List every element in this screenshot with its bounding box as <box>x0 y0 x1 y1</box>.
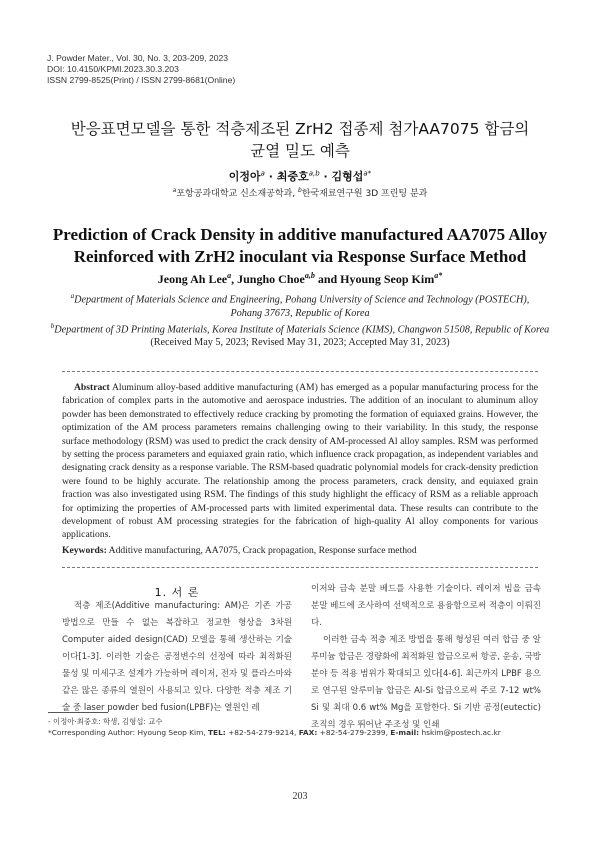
english-author1: Jeong Ah Lee <box>157 272 228 286</box>
footnotes <box>48 716 568 738</box>
korean-title <box>40 118 560 162</box>
korean-title-line1: 반응표면모델을 통한 적층제조된 ZrH2 접종제 첨가AA7075 합금의 <box>70 120 530 138</box>
page-number: 203 <box>292 791 308 802</box>
journal-citation: J. Powder Mater., Vol. 30, No. 3, 203-209, 2023 <box>47 53 229 63</box>
korean-author-sep2: · <box>319 170 332 183</box>
english-affil-a-line2: Pohang 37673, Republic of Korea <box>230 307 370 319</box>
tel-label: TEL: <box>207 728 226 737</box>
footnote-corresponding-author: *Corresponding Author: Hyoung Seop Kim, TEL: +82-54-279-9214, FAX: +82-54-279-2399, E-mail: hskim@postech.ac.kr <box>48 728 501 737</box>
english-affil-a <box>20 290 580 307</box>
abstract-top-divider <box>62 371 538 372</box>
english-author3: Hyoung Seop Kim <box>340 272 435 286</box>
english-authors: Jeong Ah Lee$^a$, Jungho Choe$^{a,b}$ and Hyoung Seop Kim$^{a*}$ <box>157 271 443 286</box>
english-author1-sup: a <box>227 271 232 280</box>
english-affil-b-text: Department of 3D Printing Materials, Korea Institute of Materials Science (KIMS), Changwon 51508, Republic of Korea <box>54 324 550 336</box>
korean-affil-b: 한국재료연구원 3D 프린팅 분과 <box>301 189 428 199</box>
abstract-bottom-divider <box>62 567 538 568</box>
abstract-text: Aluminum alloy-based additive manufacturing (AM) has emerged as a popular manufacturing process for the fabrication of complex parts in the automotive and aerospace industries. The addition of an inoculant to aluminum alloy powder has been demonstrated to effectively reduce cracking by promoting the formation of equiaxed grains. However, the optimization of the AM process parameters remains challenging owing to their variability. In this study, the response surface methodology (RSM) was used to predict the crack density of AM-processed Al alloy samples. RSM was performed by setting the process parameters and equiaxed grain ratio, which influence crack propagation, as independent variables and designating crack density as a response variable. The RSM-based quadratic polynomial models for crack-density prediction were found to be highly accurate. The relationship among the process parameters, crack density, and equiaxed grain fraction was also investigated using RSM. The findings of this study highlight the efficacy of RSM as a reliable approach for optimizing the properties of AM-processed parts with limited experimental data. These results can contribute to the development of robust AM processing strategies for the fabrication of high-quality Al alloy components for various applications. <box>62 382 538 541</box>
english-author2-sup: a,b <box>304 271 315 280</box>
english-affiliations <box>20 290 580 350</box>
korean-affil-b-sup: b <box>297 187 302 194</box>
english-author3-sup: a* <box>434 271 443 280</box>
keywords-text: Additive manufacturing, AA7075, Crack propagation, Response surface method <box>106 545 417 556</box>
footnote-divider <box>48 712 108 713</box>
fax-value: +82-54-279-2399, <box>317 728 391 737</box>
english-title <box>40 224 560 268</box>
keywords-label: Keywords: <box>62 545 107 556</box>
tel-value: +82-54-279-9214, <box>225 728 299 737</box>
email-value: hskim@postech.ac.kr <box>419 728 501 737</box>
footnote-author-roles: - 이정아·최중호: 학생, 김형섭: 교수 <box>48 717 163 726</box>
english-affil-b <box>20 320 580 337</box>
english-affil-a-sup: a <box>70 292 75 300</box>
fax-label: FAX: <box>298 728 318 737</box>
korean-title-line2: 균열 밀도 예측 <box>250 142 350 160</box>
korean-author2: 최중호 <box>276 170 309 183</box>
body-paragraph: 적층 제조(Additive manufacturing: AM)은 기존 가공 방법으로 만들 수 없는 복잡하고 정교한 형상을 3차원 Computer aided design(CAD) 모델을 통해 생산하는 기술이다[1-3]. 이러한 기술은 공정변수의 선정에 따라 최적화된 물성 및 미세구조 설계가 가능하며 레이저, 전자 및 플라스마와 같은 많은 종류의 열원이 사용되고 있다. 다양한 적층 제조 기술 중 laser powder bed fusion(LPBF)는 열원인 레 <box>62 601 292 713</box>
korean-author-sep1: · <box>264 170 277 183</box>
english-affil-a-line1: Department of Materials Science and Engineering, Pohang University of Science and Technology (POSTECH), <box>74 294 530 306</box>
korean-affil-a: 포항공과대학교 신소재공학과, <box>176 189 298 199</box>
journal-info <box>47 53 235 86</box>
korean-affiliations <box>0 186 600 199</box>
korean-author3-sup: a* <box>363 169 372 178</box>
korean-author1-sup: a <box>260 169 265 178</box>
body-column-right <box>311 581 541 734</box>
korean-affil-a-sup: a <box>172 187 177 194</box>
body-paragraph: 이러한 금속 적층 제조 방법을 통해 형성된 여러 합금 중 알루미늄 합금은 경량화에 최적화된 합금으로써 항공, 운송, 국방 분야 등 적용 범위가 확대되고 있다[4-6]. 최근까지 LPBF 용으로 연구된 알루미늄 합금은 Al-Si 합금으로써 주로 7-12 wt% Si 및 최대 0.6 wt% Mg을 포함한다. Si 기반 공정(eutectic)조직의 경우 뛰어난 주조성 및 인쇄 <box>311 635 541 730</box>
english-author2: Jungho Choe <box>237 272 305 286</box>
english-title-line2: Reinforced with ZrH2 inoculant via Response Surface Method <box>73 247 527 266</box>
body-paragraph-continued: 이저와 금속 분말 베드를 사용한 기술이다. 레이저 빔을 금속 분말 베드에 조사하여 선택적으로 용융함으로써 적층이 이뤄진다. <box>311 584 541 628</box>
received-dates: (Received May 5, 2023; Revised May 31, 2023; Accepted May 31, 2023) <box>150 337 450 349</box>
body-column-left <box>62 598 292 717</box>
korean-author3: 김형섭 <box>331 170 364 183</box>
keywords <box>62 545 538 556</box>
abstract-label: Abstract <box>74 382 110 393</box>
email-label: E-mail: <box>390 728 420 737</box>
abstract <box>62 381 538 542</box>
journal-issn: ISSN 2799-8525(Print) / ISSN 2799-8681(Online) <box>47 75 236 85</box>
section-heading-introduction: 1. 서 론 <box>154 586 200 599</box>
english-affil-b-sup: b <box>50 321 55 330</box>
english-author3-prefix: and <box>314 272 341 286</box>
korean-authors <box>0 168 600 184</box>
korean-author2-sup: a,b <box>308 169 320 178</box>
journal-doi: DOI: 10.4150/KPMI.2023.30.3.203 <box>47 64 179 74</box>
english-title-line1: Prediction of Crack Density in additive manufactured AA7075 Alloy <box>52 225 548 244</box>
korean-author1: 이정아 <box>228 170 261 183</box>
